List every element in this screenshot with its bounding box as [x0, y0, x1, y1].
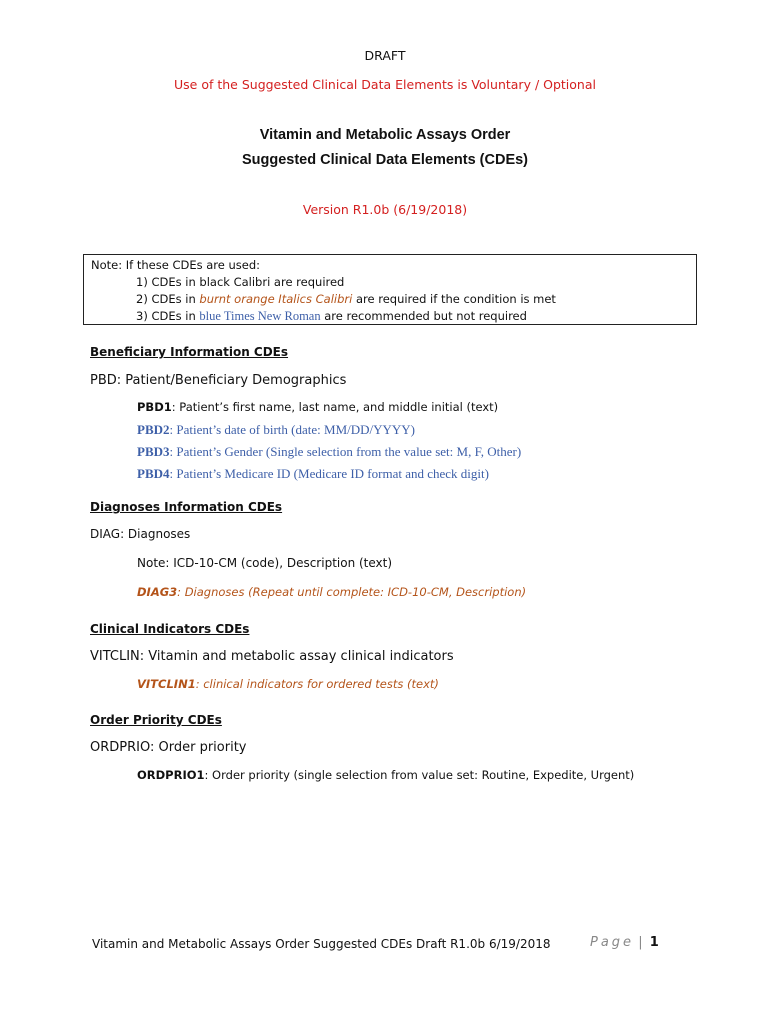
group-vitclin: VITCLIN: Vitamin and metabolic assay clinical indicators — [90, 649, 454, 664]
group-pbd: PBD: Patient/Beneficiary Demographics — [90, 373, 347, 388]
cde-pbd1-code: PBD1 — [137, 400, 172, 414]
note-line-3-styled: blue Times New Roman — [199, 309, 321, 323]
note-line-1: 1) CDEs in black Calibri are required — [136, 275, 345, 289]
cde-vitclin1-text: : clinical indicators for ordered tests (text) — [195, 677, 439, 691]
note-box — [83, 254, 697, 325]
section-heading-beneficiary: Beneficiary Information CDEs — [90, 345, 289, 359]
page-number: 1 — [649, 935, 659, 950]
note-line-2-post: are required if the condition is met — [352, 292, 556, 306]
cde-pbd3 — [137, 444, 521, 460]
cde-vitclin1-code: VITCLIN1 — [137, 677, 196, 691]
section-heading-priority: Order Priority CDEs — [90, 713, 222, 727]
footer-text: Vitamin and Metabolic Assays Order Suggested CDEs Draft R1.0b 6/19/2018 — [92, 937, 551, 951]
voluntary-notice: Use of the Suggested Clinical Data Elements is Voluntary / Optional — [174, 77, 596, 92]
version-label: Version R1.0b (6/19/2018) — [302, 202, 468, 217]
note-line-3-pre: 3) CDEs in — [136, 309, 200, 323]
document-subtitle: Suggested Clinical Data Elements (CDEs) — [241, 152, 529, 168]
group-diag: DIAG: Diagnoses — [90, 527, 191, 541]
cde-pbd1-text: : Patient’s first name, last name, and middle initial (text) — [171, 400, 499, 414]
cde-pbd3-text: : Patient’s Gender (Single selection from the value set: M, F, Other) — [169, 444, 522, 459]
cde-diag3-code: DIAG3 — [137, 585, 178, 599]
page-word: Page — [590, 935, 635, 950]
cde-pbd2-text: : Patient’s date of birth (date: MM/DD/YYYY) — [169, 422, 416, 437]
document-title: Vitamin and Metabolic Assays Order — [259, 127, 511, 143]
cde-pbd4-text: : Patient’s Medicare ID (Medicare ID format and check digit) — [169, 466, 489, 481]
note-line-3-post: are recommended but not required — [320, 309, 527, 323]
cde-diag3-text: : Diagnoses (Repeat until complete: ICD-10-CM, Description) — [177, 585, 527, 599]
note-intro: Note: If these CDEs are used: — [91, 258, 261, 272]
section-heading-diagnoses: Diagnoses Information CDEs — [90, 500, 283, 514]
page-indicator — [590, 935, 659, 950]
cde-ordprio1-code: ORDPRIO1 — [137, 768, 205, 782]
note-line-3 — [136, 309, 527, 324]
cde-pbd4-code: PBD4 — [137, 466, 170, 481]
cde-pbd4 — [137, 466, 489, 482]
draft-label: DRAFT — [364, 48, 406, 63]
section-heading-clinical: Clinical Indicators CDEs — [90, 622, 250, 636]
cde-ordprio1-text: : Order priority (single selection from value set: Routine, Expedite, Urgent) — [204, 768, 635, 782]
group-ordprio: ORDPRIO: Order priority — [90, 740, 247, 755]
page-separator: | — [638, 935, 646, 950]
note-line-2-styled: burnt orange Italics Calibri — [199, 292, 353, 306]
cde-diag3 — [137, 585, 526, 599]
diag-note: Note: ICD-10-CM (code), Description (text) — [137, 556, 393, 570]
cde-ordprio1 — [137, 768, 634, 782]
note-line-2 — [136, 292, 556, 306]
note-line-2-pre: 2) CDEs in — [136, 292, 200, 306]
cde-pbd2-code: PBD2 — [137, 422, 170, 437]
cde-pbd1 — [137, 400, 498, 414]
cde-pbd2 — [137, 422, 415, 438]
cde-vitclin1 — [137, 677, 439, 691]
cde-pbd3-code: PBD3 — [137, 444, 170, 459]
